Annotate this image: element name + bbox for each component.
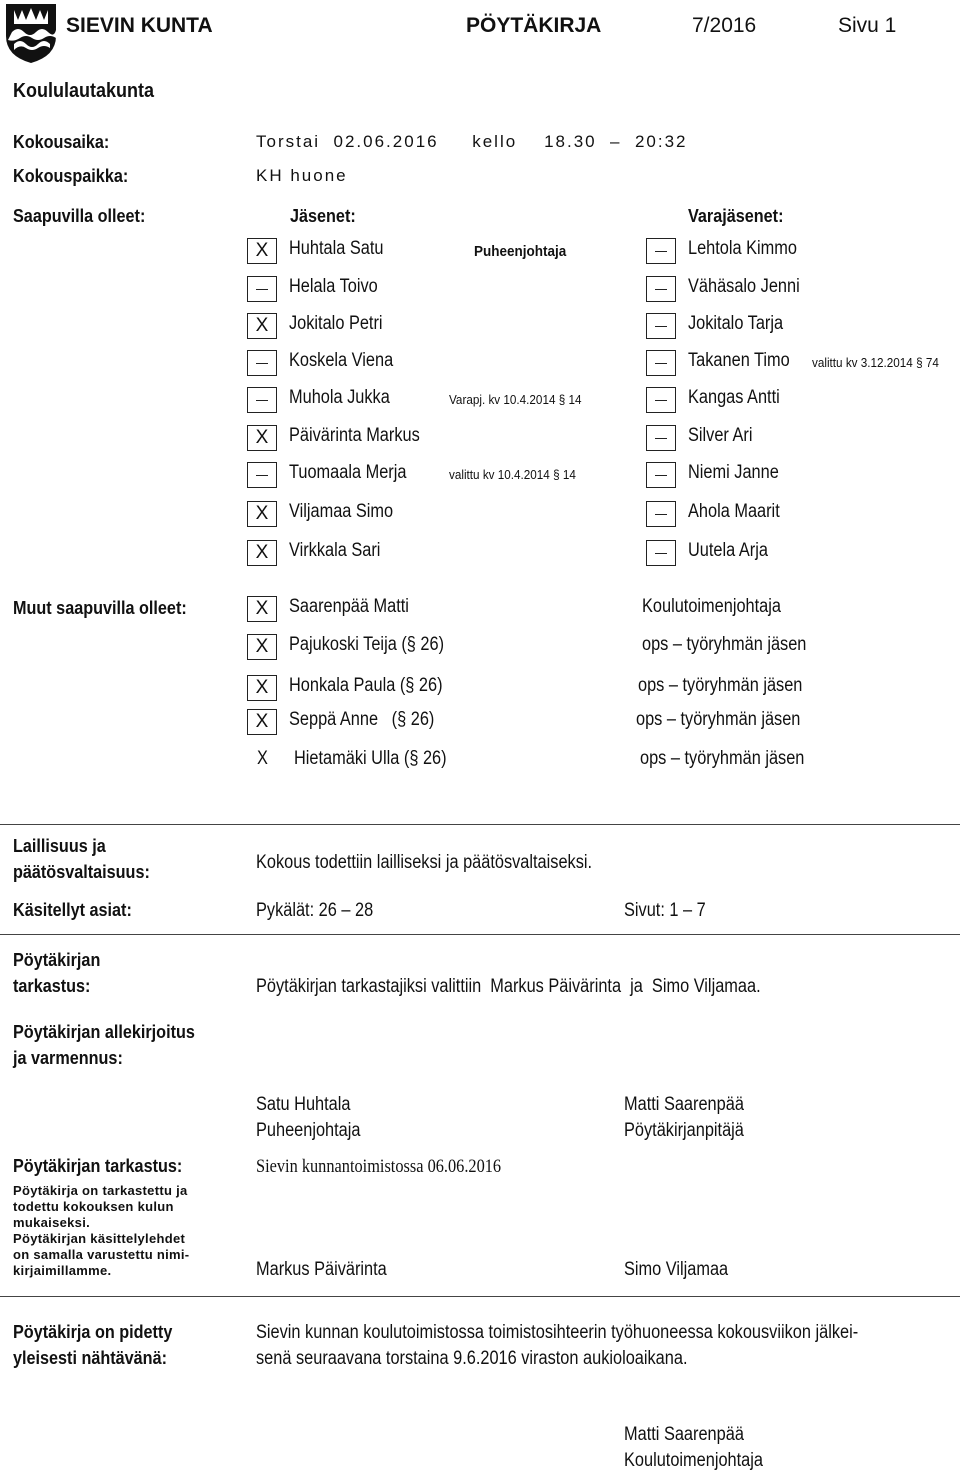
members-heading: Jäsenet: (290, 206, 356, 226)
member-note: valittu kv 10.4.2014 § 14 (449, 467, 576, 482)
attendee-role: Koulutoimenjohtaja (642, 596, 781, 617)
handled-sections: Pykälät: 26 – 28 (256, 900, 374, 921)
attendee-checkbox-checked: X (247, 709, 277, 735)
member-name: Koskela Viena (289, 350, 394, 371)
member-checkbox-checked: X (247, 425, 277, 451)
attendee-name: Seppä Anne (§ 26) (289, 709, 435, 730)
substitute-name: Lehtola Kimmo (688, 238, 797, 259)
meeting-time-label: Kokousaika: (13, 132, 110, 152)
municipality-logo (4, 2, 58, 64)
attendee-role: ops – työryhmän jäsen (638, 675, 803, 696)
substitute-name: Silver Ari (688, 425, 753, 446)
member-name: Virkkala Sari (289, 540, 381, 561)
member-name: Jokitalo Petri (289, 313, 383, 334)
substitute-name: Jokitalo Tarja (688, 313, 784, 334)
member-checkbox-absent (247, 462, 277, 488)
legality-label-line2: päätösvaltaisuus: (13, 862, 150, 882)
member-checkbox-checked: X (247, 540, 277, 566)
attendance-label: Saapuvilla olleet: (13, 206, 146, 226)
substitute-checkbox-absent (646, 350, 676, 376)
public-text-line1: Sievin kunnan koulutoimistossa toimistosihteerin työhuoneessa kokousviikon jälkei- (256, 1322, 859, 1343)
inspection-text: Pöytäkirjan tarkastajiksi valittiin Markus Päivärinta ja Simo Viljamaa. (256, 976, 761, 997)
public-signer-title: Koulutoimenjohtaja (624, 1450, 763, 1471)
member-checkbox-checked: X (247, 501, 277, 527)
handled-pages: Sivut: 1 – 7 (624, 900, 706, 921)
handled-label: Käsitellyt asiat: (13, 900, 132, 920)
inspector2-name: Simo Viljamaa (624, 1259, 729, 1280)
public-label-line2: yleisesti nähtävänä: (13, 1348, 167, 1368)
statement-line: todettu kokouksen kulun (13, 1199, 174, 1214)
substitute-checkbox-absent (646, 387, 676, 413)
member-name: Helala Toivo (289, 276, 378, 297)
secretary-name: Matti Saarenpää (624, 1094, 744, 1115)
checked-label: Pöytäkirjan tarkastus: (13, 1156, 183, 1176)
meeting-place-label: Kokouspaikka: (13, 166, 129, 186)
substitute-checkbox-absent (646, 462, 676, 488)
others-label: Muut saapuvilla olleet: (13, 598, 187, 618)
municipality-name: SIEVIN KUNTA (66, 14, 213, 37)
member-checkbox-absent (247, 276, 277, 302)
statement-line: mukaiseksi. (13, 1215, 91, 1230)
statement-line: Pöytäkirja on tarkastettu ja (13, 1183, 188, 1198)
attendee-name: Saarenpää Matti (289, 596, 409, 617)
divider (0, 934, 960, 935)
committee-name: Koululautakunta (13, 80, 155, 102)
attendee-name: Pajukoski Teija (§ 26) (289, 634, 445, 655)
attendee-role: ops – työryhmän jäsen (642, 634, 807, 655)
divider (0, 824, 960, 825)
public-text-line2: senä seuraavana torstaina 9.6.2016 viraston aukioloaikana. (256, 1348, 688, 1369)
substitute-checkbox-absent (646, 501, 676, 527)
page-number: Sivu 1 (838, 14, 897, 37)
member-note: Varapj. kv 10.4.2014 § 14 (449, 392, 582, 407)
legality-label-line1: Laillisuus ja (13, 836, 106, 856)
substitutes-heading: Varajäsenet: (688, 206, 784, 226)
member-name: Tuomaala Merja (289, 462, 407, 483)
substitute-name: Takanen Timo (688, 350, 790, 371)
meeting-time-value: Torstai 02.06.2016 kello 18.30 – 20:32 (256, 132, 688, 151)
member-checkbox-checked: X (247, 238, 277, 264)
checked-place-date: Sievin kunnantoimistossa 06.06.2016 (256, 1156, 502, 1177)
signing-label-line1: Pöytäkirjan allekirjoitus (13, 1022, 195, 1042)
divider (0, 1296, 960, 1297)
legality-text: Kokous todettiin lailliseksi ja päätösvaltaiseksi. (256, 852, 593, 873)
attendee-checkbox-checked: X (247, 675, 277, 701)
document-number: 7/2016 (692, 14, 757, 37)
substitute-checkbox-absent (646, 425, 676, 451)
statement-line: on samalla varustettu nimi- (13, 1247, 190, 1262)
substitute-checkbox-absent (646, 540, 676, 566)
statement-line: kirjaimillamme. (13, 1263, 112, 1278)
member-checkbox-absent (247, 350, 277, 376)
member-checkbox-checked: X (247, 313, 277, 339)
member-note: Puheenjohtaja (474, 243, 567, 260)
substitute-name: Uutela Arja (688, 540, 768, 561)
attendee-checkbox-checked: X (247, 634, 277, 660)
substitute-name: Niemi Janne (688, 462, 779, 483)
chair-title: Puheenjohtaja (256, 1120, 361, 1141)
attendee-name: Hietamäki Ulla (§ 26) (294, 748, 447, 769)
inspection-label-line1: Pöytäkirjan (13, 950, 101, 970)
document-type: PÖYTÄKIRJA (466, 14, 602, 37)
attendee-role: ops – työryhmän jäsen (636, 709, 801, 730)
attendee-checkbox-checked: X (247, 596, 277, 622)
substitute-checkbox-absent (646, 313, 676, 339)
attendee-role: ops – työryhmän jäsen (640, 748, 805, 769)
meeting-place-value: KH huone (256, 166, 348, 185)
member-name: Päivärinta Markus (289, 425, 420, 446)
public-signer-name: Matti Saarenpää (624, 1424, 744, 1445)
statement-line: Pöytäkirjan käsittelylehdet (13, 1231, 186, 1246)
substitute-name: Ahola Maarit (688, 501, 780, 522)
member-name: Huhtala Satu (289, 238, 384, 259)
substitute-checkbox-absent (646, 238, 676, 264)
checked-statement (13, 1183, 189, 1279)
attendee-name: Honkala Paula (§ 26) (289, 675, 443, 696)
signing-label-line2: ja varmennus: (13, 1048, 123, 1068)
member-name: Muhola Jukka (289, 387, 390, 408)
member-name: Viljamaa Simo (289, 501, 394, 522)
inspector1-name: Markus Päivärinta (256, 1259, 387, 1280)
attendee-mark: X (257, 748, 268, 769)
substitute-note: valittu kv 3.12.2014 § 74 (812, 355, 939, 370)
member-checkbox-absent (247, 387, 277, 413)
substitute-name: Vähäsalo Jenni (688, 276, 800, 297)
substitute-checkbox-absent (646, 276, 676, 302)
substitute-name: Kangas Antti (688, 387, 780, 408)
inspection-label-line2: tarkastus: (13, 976, 91, 996)
public-label-line1: Pöytäkirja on pidetty (13, 1322, 173, 1342)
chair-name: Satu Huhtala (256, 1094, 351, 1115)
coat-of-arms-icon (4, 2, 58, 64)
secretary-title: Pöytäkirjanpitäjä (624, 1120, 744, 1141)
